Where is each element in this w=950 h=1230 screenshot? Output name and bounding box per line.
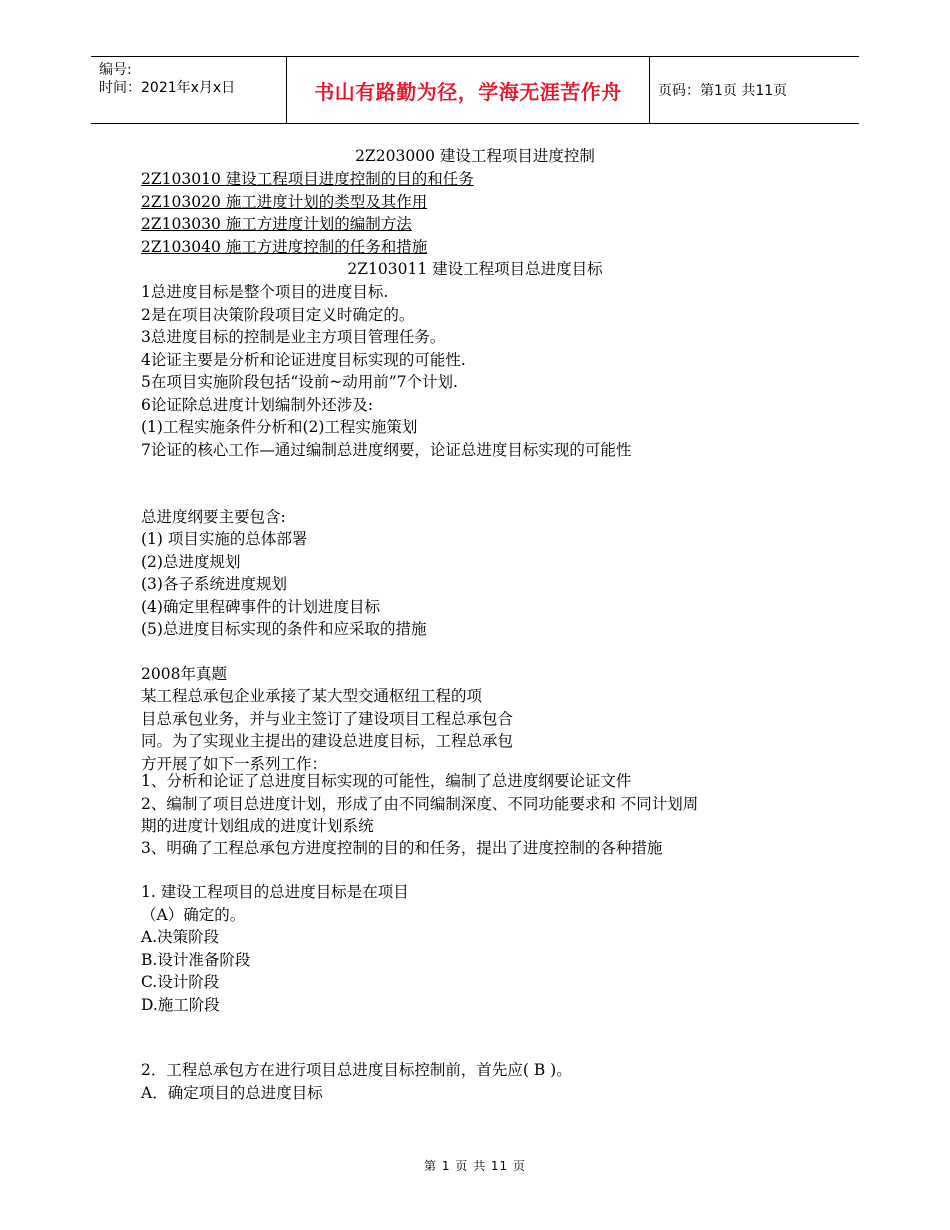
code-label: 编号:	[99, 62, 132, 78]
point-item: 1总进度目标是整个项目的进度目标.	[141, 283, 389, 301]
toc-item: 2Z103040 施工方进度控制的任务和措施	[141, 238, 428, 256]
point-item: 6论证除总进度计划编制外还涉及:	[141, 396, 374, 414]
outline-item: (5)总进度目标实现的条件和应采取的措施	[141, 620, 427, 638]
point-item: (1)工程实施条件分析和(2)工程实施策划	[141, 418, 418, 436]
q1-option: D.施工阶段	[141, 996, 220, 1014]
case-line: 方开展了如下一系列工作：	[141, 755, 328, 773]
work-item: 2、编制了项目总进度计划，形成了由不同编制深度、不同功能要求和 不同计划周	[141, 795, 699, 813]
point-item: 2是在项目决策阶段项目定义时确定的。	[141, 306, 415, 324]
toc-item: 2Z103020 施工进度计划的类型及其作用	[141, 193, 428, 211]
q1-option: C.设计阶段	[141, 973, 220, 991]
outline-item: (4)确定里程碑事件的计划进度目标	[141, 598, 380, 616]
q1-answer: （A）确定的。	[141, 906, 246, 924]
outline-item: (2)总进度规划	[141, 553, 241, 571]
page-footer: 第 1 页 共 11 页	[424, 1159, 526, 1173]
q1-option: B.设计准备阶段	[141, 951, 251, 969]
point-item: 5在项目实施阶段包括“设前~动用前”7个计划.	[141, 373, 458, 391]
work-item: 1、分析和论证了总进度目标实现的可能性，编制了总进度纲要论证文件	[141, 772, 632, 790]
work-item: 3、明确了工程总承包方进度控制的目的和任务，提出了进度控制的各种措施	[141, 839, 663, 857]
q1-stem: 1. 建设工程项目的总进度目标是在项目	[141, 883, 409, 901]
point-item: 7论证的核心工作—通过编制总进度纲要，论证总进度目标实现的可能性	[141, 441, 632, 459]
case-line: 某工程总承包企业承接了某大型交通枢纽工程的项	[141, 687, 483, 705]
time-label: 时间：2021年x月x日	[99, 80, 236, 96]
outline-item: (3)各子系统进度规划	[141, 575, 287, 593]
case-line: 同。为了实现业主提出的建设总进度目标，工程总承包	[141, 732, 514, 750]
exam-year: 2008年真题	[141, 665, 227, 683]
point-item: 3总进度目标的控制是业主方项目管理任务。	[141, 328, 446, 346]
doc-title: 2Z203000 建设工程项目进度控制	[355, 147, 595, 165]
point-item: 4论证主要是分析和论证进度目标实现的可能性.	[141, 351, 466, 369]
case-line: 目总承包业务，并与业主签订了建设项目工程总承包合	[141, 710, 514, 728]
header-left-cell	[91, 57, 286, 123]
outline-title: 总进度纲要主要包含:	[141, 508, 286, 526]
q2-option: A．确定项目的总进度目标	[141, 1084, 323, 1102]
section-title: 2Z103011 建设工程项目总进度目标	[347, 260, 603, 278]
q2-stem: 2．工程总承包方在进行项目总进度目标控制前，首先应( B )。	[141, 1061, 572, 1079]
q1-option: A.决策阶段	[141, 928, 220, 946]
header-table	[91, 56, 859, 124]
page-info: 页码：第1页 共11页	[658, 83, 788, 99]
motto: 书山有路勤为径，学海无涯苦作舟	[286, 57, 650, 123]
outline-item: (1) 项目实施的总体部署	[141, 530, 308, 548]
work-item: 期的进度计划组成的进度计划系统	[141, 817, 374, 835]
toc-item: 2Z103030 施工方进度计划的编制方法	[141, 215, 412, 233]
toc-item: 2Z103010 建设工程项目进度控制的目的和任务	[141, 170, 474, 188]
